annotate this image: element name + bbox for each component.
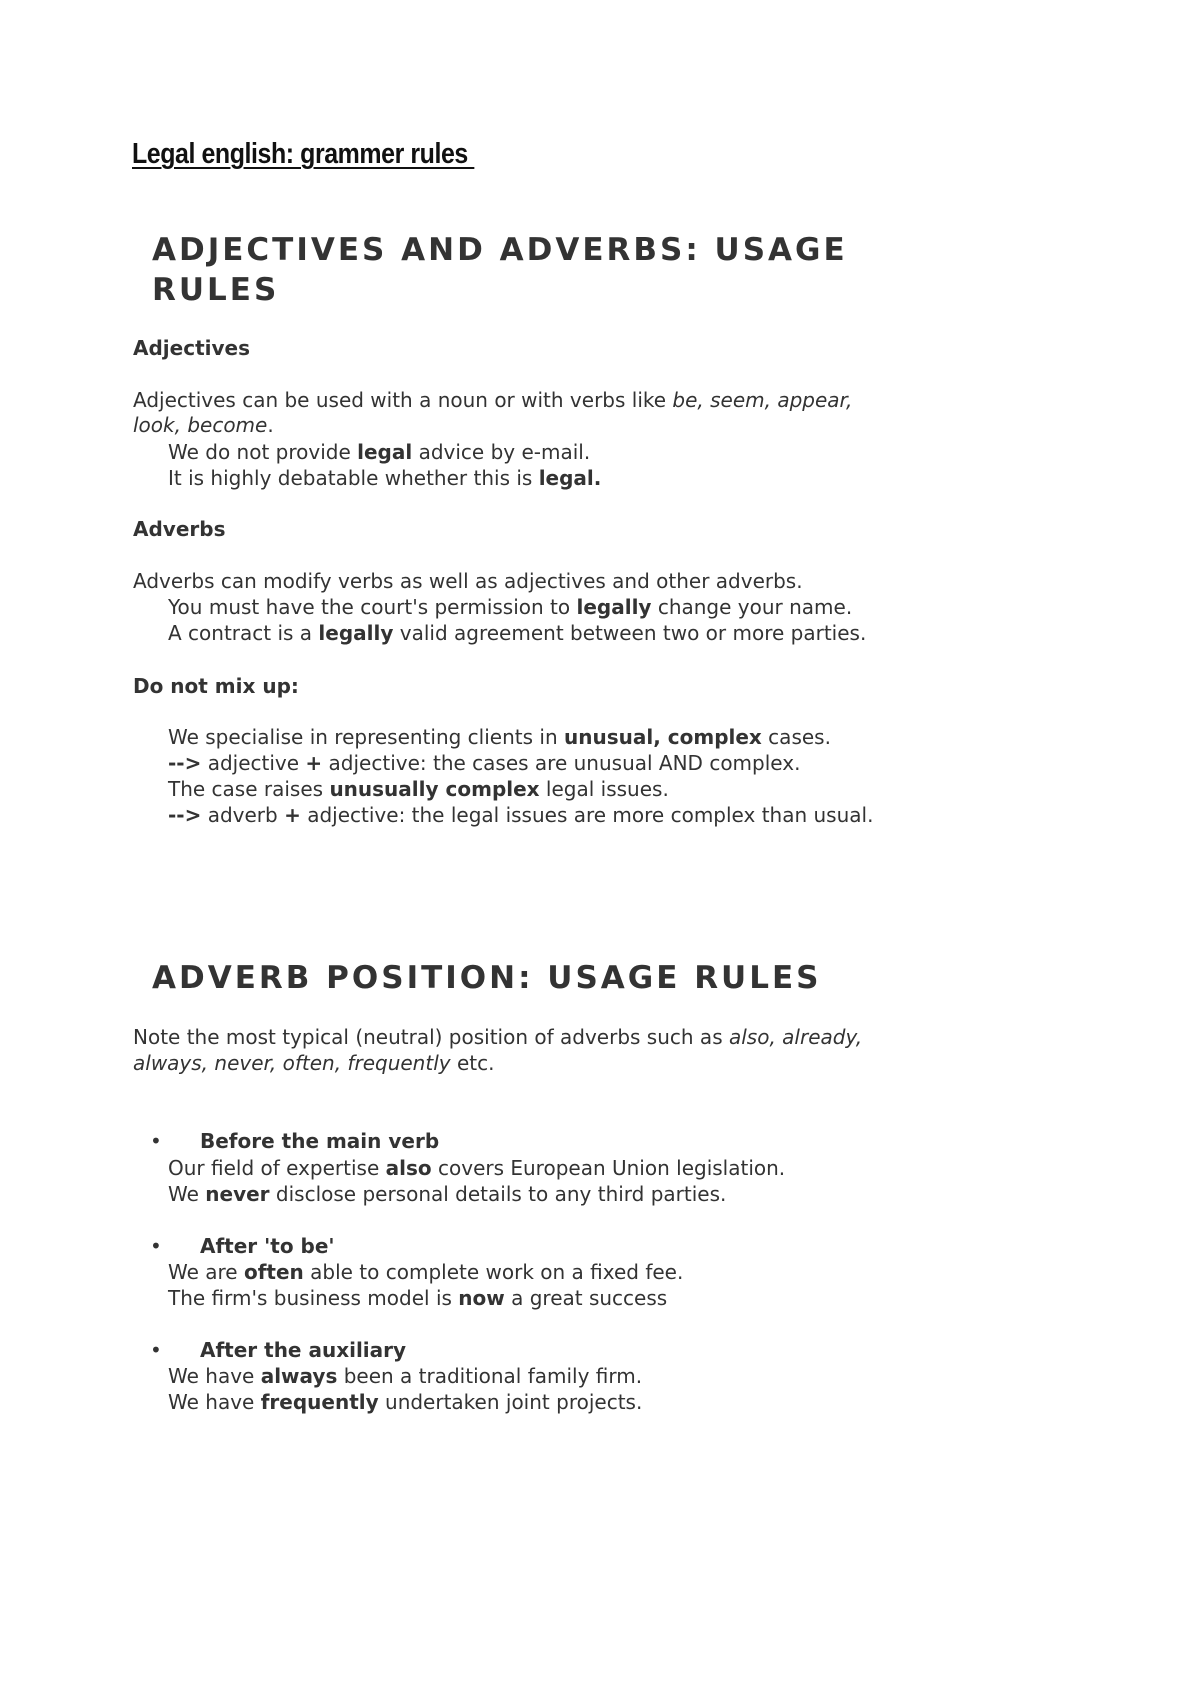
text-line-mix-3 (168, 776, 669, 802)
text-run: adjective (201, 751, 306, 775)
text-line-note-2 (133, 1050, 494, 1076)
emphasis-italic: always, never, often, frequently (133, 1051, 451, 1075)
text-run: able to complete work on a fixed fee. (303, 1260, 684, 1284)
emphasis-bold: legally (318, 621, 394, 645)
text-run: The case raises (168, 777, 330, 801)
text-run: adverb (201, 803, 285, 827)
text-run: We (168, 1182, 206, 1206)
text-run: covers European Union legislation. (431, 1156, 786, 1180)
text-run: It is highly debatable whether this is (168, 466, 539, 490)
text-run: Adjectives can be used with a noun or with verbs like (133, 388, 673, 412)
text-run: Our field of expertise (168, 1156, 386, 1180)
text-run: We specialise in representing clients in (168, 725, 564, 749)
section-heading-adjectives-adverbs-cont: RULES (152, 272, 280, 308)
text-line-b1-ex-1 (168, 1155, 785, 1181)
emphasis-bold: often (243, 1260, 304, 1284)
bullet-icon: • (150, 1338, 162, 1362)
text-run: undertaken joint projects. (378, 1390, 643, 1414)
emphasis-bold: never (205, 1182, 270, 1206)
emphasis-italic: look, become (133, 413, 268, 437)
text-line-mix-4 (168, 802, 873, 828)
text-line-note-1 (133, 1024, 862, 1050)
text-line-adv-ex-1 (168, 594, 852, 620)
bullet-after-to-be: After 'to be' (200, 1234, 335, 1258)
text-line-adj-desc-2 (133, 412, 274, 438)
bullet-icon: • (150, 1129, 162, 1153)
subheading-do-not-mix-up: Do not mix up: (133, 674, 299, 698)
emphasis-bold: + (284, 803, 301, 827)
text-run: change your name. (651, 595, 853, 619)
text-line-mix-1 (168, 724, 831, 750)
section-heading-adjectives-adverbs: ADJECTIVES AND ADVERBS: USAGE (152, 232, 848, 268)
text-run: The firm's business model is (168, 1286, 459, 1310)
text-run: disclose personal details to any third parties. (269, 1182, 727, 1206)
text-line-b3-ex-2 (168, 1389, 642, 1415)
emphasis-bold: --> (168, 803, 202, 827)
text-line-adj-ex-1 (168, 439, 590, 465)
text-run: We are (168, 1260, 244, 1284)
text-line-adv-ex-2 (168, 620, 866, 646)
bullet-after-auxiliary: After the auxiliary (200, 1338, 407, 1362)
text-run: We have (168, 1390, 261, 1414)
subheading-adjectives: Adjectives (133, 336, 250, 360)
emphasis-bold: now (458, 1286, 505, 1310)
text-run: Note the most typical (neutral) position of adverbs such as (133, 1025, 729, 1049)
text-run: legal issues. (539, 777, 669, 801)
text-run: advice by e-mail. (412, 440, 591, 464)
emphasis-bold: + (305, 751, 323, 775)
document-title: Legal english: grammer rules (132, 138, 475, 170)
text-run: been a traditional family firm. (337, 1364, 643, 1388)
text-line-b2-ex-2 (168, 1285, 667, 1311)
emphasis-bold: always (260, 1364, 338, 1388)
emphasis-bold: legal (357, 440, 413, 464)
text-line-adj-ex-2 (168, 465, 601, 491)
emphasis-bold: unusual, complex (563, 725, 762, 749)
text-run: . (267, 413, 274, 437)
bullet-icon: • (150, 1234, 162, 1258)
text-run: We do not provide (168, 440, 358, 464)
emphasis-italic: also, already, (728, 1025, 863, 1049)
section-heading-adverb-position: ADVERB POSITION: USAGE RULES (152, 960, 822, 996)
text-line-b2-ex-1 (168, 1259, 683, 1285)
emphasis-bold: unusually complex (329, 777, 540, 801)
emphasis-bold: legally (576, 595, 652, 619)
text-run: You must have the court's permission to (168, 595, 577, 619)
text-run: etc. (450, 1051, 495, 1075)
text-line-adj-desc-1 (133, 387, 852, 413)
text-run: adjective: the legal issues are more complex than usual. (300, 803, 874, 827)
text-run: a great success (504, 1286, 668, 1310)
text-run: valid agreement between two or more parties. (393, 621, 867, 645)
emphasis-bold: --> (168, 751, 202, 775)
emphasis-bold: frequently (260, 1390, 379, 1414)
text-run: A contract is a (168, 621, 319, 645)
bullet-before-main-verb: Before the main verb (200, 1129, 440, 1153)
text-run: adjective: the cases are unusual AND complex. (322, 751, 801, 775)
subheading-adverbs: Adverbs (133, 517, 226, 541)
text-line-b1-ex-2 (168, 1181, 726, 1207)
emphasis-bold: also (385, 1156, 432, 1180)
text-line-adv-desc (133, 568, 803, 594)
text-line-b3-ex-1 (168, 1363, 642, 1389)
text-run: cases. (761, 725, 831, 749)
emphasis-bold: legal. (538, 466, 602, 490)
text-run: Adverbs can modify verbs as well as adjectives and other adverbs. (133, 569, 803, 593)
emphasis-italic: be, seem, appear, (672, 388, 853, 412)
text-line-mix-2 (168, 750, 800, 776)
text-run: We have (168, 1364, 261, 1388)
